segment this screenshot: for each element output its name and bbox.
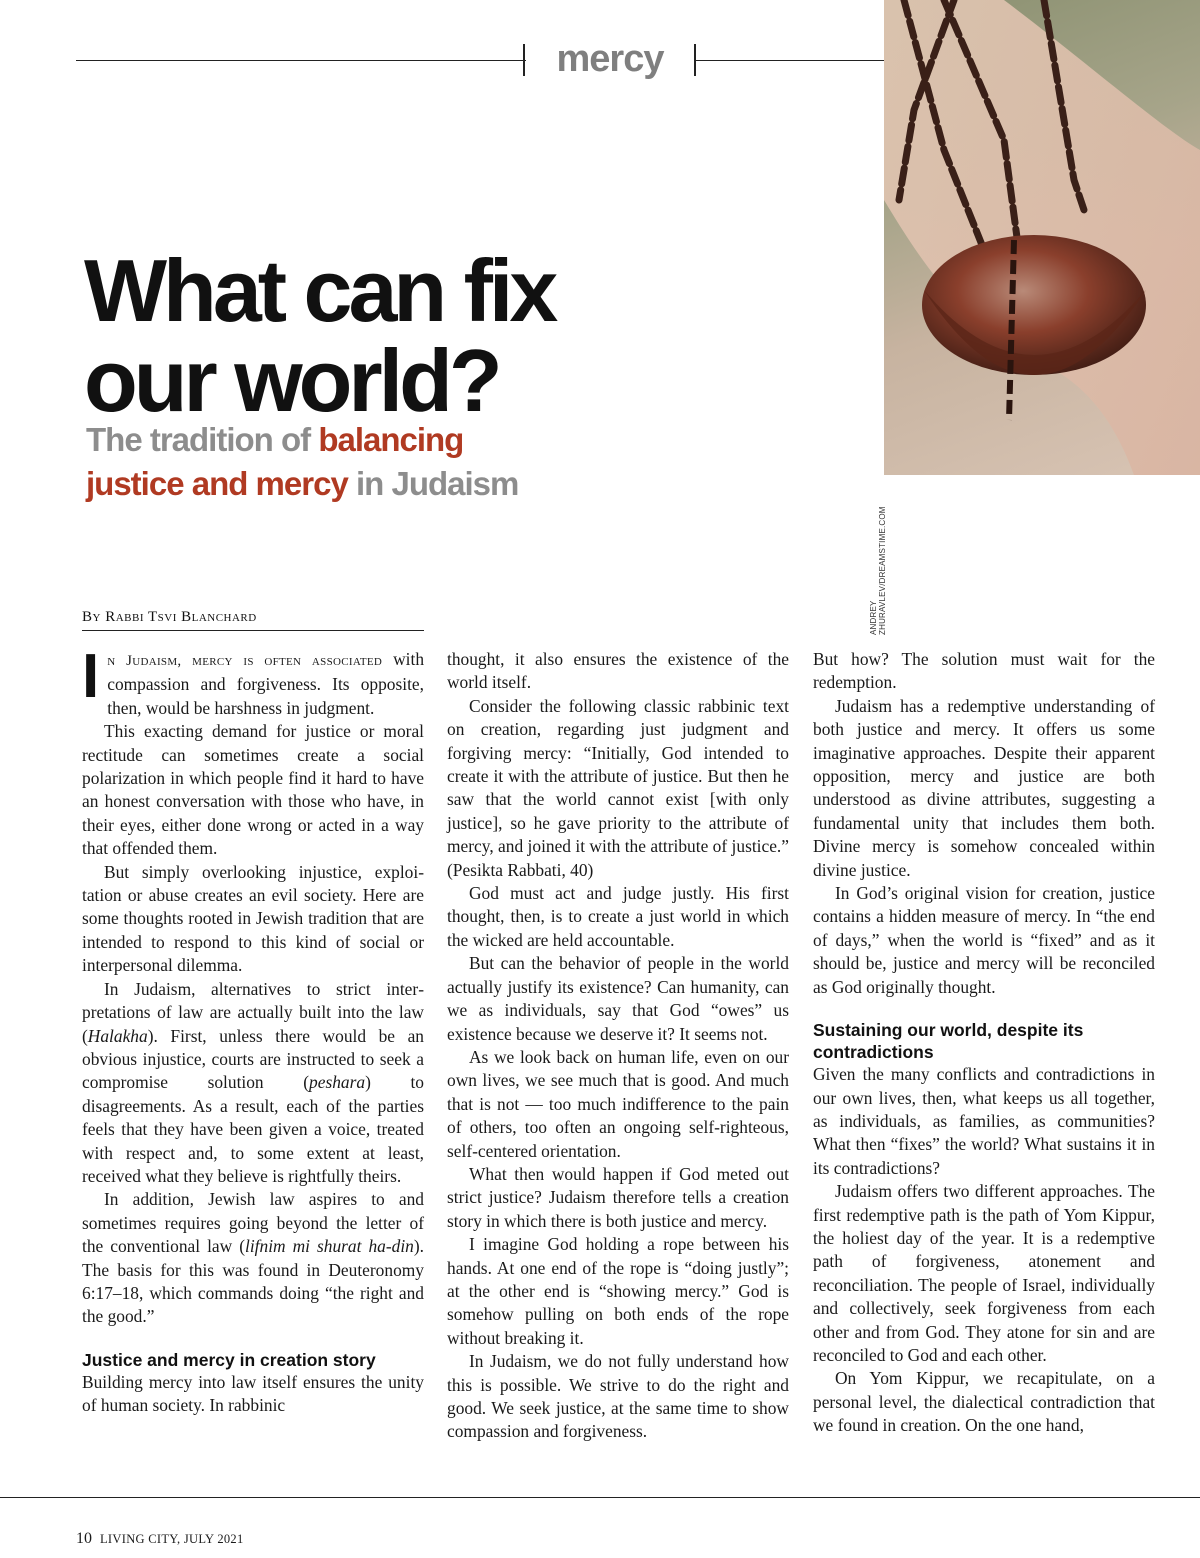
paragraph bbox=[82, 1188, 424, 1328]
article-column-3 bbox=[813, 648, 1155, 1438]
paragraph: thought, it also ensures the existence of the world itself. bbox=[447, 649, 789, 693]
paragraph: But simply overlooking injustice, exploitation or abuse creates an evil society. Here are some thoughts rooted in Jewish tradition that are intended to respond to this kind of social or interpersonal dilemma. bbox=[82, 861, 424, 976]
paragraph bbox=[82, 642, 425, 720]
paragraph: Judaism offers two different approaches. The first redemptive path is the path of Yom Kippur, the holiest day of the year. It is a redemptive path of forgiveness, atonement and reconciliation. The people of Israel, individually and collectively, seek forgiveness from each other and from God. They atone for sin and are reconciled to God and each other. bbox=[813, 1181, 1155, 1365]
paragraph-text: ). First, unless there would be an obvious injustice, courts are instructed to seek a compromise solution ( bbox=[82, 1025, 424, 1093]
byline-rule bbox=[82, 630, 424, 631]
italic-term: peshara bbox=[309, 1072, 366, 1093]
paragraph-text: with compassion and forgiveness. Its opposite, then, would be harshness in judgment. bbox=[107, 649, 425, 718]
paragraph: Judaism has a redemptive understanding of both justice and mercy. It offers us some imaginative approaches. Despite their apparent opposition, mercy and justice are both understood as divine attributes, suggesting a fundamental unity that includes them both. Divine mercy is somehow concealed within divine justice. bbox=[813, 695, 1155, 880]
paragraph: Given the many conflicts and contradictions in our own lives, then, what keeps us all together, as individuals, as families, as communities? What then “fixes” the world? What sustains it in its contradictions? bbox=[813, 1064, 1155, 1178]
section-heading: Justice and mercy in creation story bbox=[82, 1349, 376, 1370]
page-footer bbox=[76, 1530, 244, 1548]
drop-cap: I bbox=[82, 642, 100, 711]
footer-rule bbox=[0, 1497, 1200, 1498]
section-rule-left bbox=[76, 60, 526, 61]
subhead-part-2: in Judaism bbox=[347, 465, 519, 502]
paragraph: In God’s original vision for creation, justice contains a hidden measure of mercy. In “the end of days,” when the world is “fixed” and as it should be, justice and mercy will be reconciled as God originally thought. bbox=[813, 883, 1155, 997]
paragraph bbox=[82, 978, 424, 1189]
paragraph-text: ) to disagreements. As a result, each of the parties feels that they have been given a voice, treated with respect and, to some extent at least, received what they believe is rightfully theirs. bbox=[82, 1072, 425, 1186]
lead-in: n Judaism, mercy is often associated bbox=[107, 653, 383, 669]
headline-line-1: What can fix bbox=[84, 241, 555, 340]
paragraph: Building mercy into law itself ensures the unity of human society. In rabbinic bbox=[82, 1371, 424, 1416]
paragraph: But how? The solution must wait for the redemption. bbox=[813, 649, 1155, 693]
paragraph-text: In Judaism, alternatives to strict interpretations of law are actually built into the law ( bbox=[82, 978, 424, 1046]
section-rule-right bbox=[695, 60, 885, 61]
article-column-1 bbox=[82, 642, 425, 1418]
headline bbox=[84, 241, 784, 430]
italic-term: Halakha bbox=[87, 1025, 148, 1046]
headline-line-2: our world? bbox=[84, 331, 499, 430]
paragraph: As we look back on human life, even on our own lives, we see much that is good. And much that is not — too much indifference to the pain of others, too often an ongoing self-righteous, self-centered orientation. bbox=[447, 1046, 789, 1161]
paragraph: In Judaism, we do not fully understand how this is possible. We strive to do the right and good. We seek justice, at the same time to show compassion and forgiveness. bbox=[447, 1351, 789, 1442]
paragraph-text: In addition, Jewish law aspires to and sometimes requires going beyond the letter of the conventional law ( bbox=[82, 1189, 424, 1257]
scale-pan-illustration bbox=[884, 0, 1200, 475]
subheadline bbox=[86, 418, 646, 506]
byline: By Rabbi Tsvi Blanchard bbox=[82, 609, 257, 625]
publication-name: LIVING CITY, JULY 2021 bbox=[100, 1532, 244, 1546]
section-label: mercy bbox=[556, 38, 664, 80]
paragraph: On Yom Kippur, we recapitulate, on a personal level, the dialectical contradiction that we found in creation. On the one hand, bbox=[813, 1368, 1155, 1436]
paragraph: I imagine God holding a rope between his hands. At one end of the rope is “doing justly”; at the other end is “showing mercy.” God is somehow pulling on both ends of the rope without breaking it. bbox=[447, 1234, 789, 1348]
photo-credit: ANDREY ZHURAVLEV/DREAMSTIME.COM bbox=[869, 506, 887, 635]
paragraph: This exacting demand for justice or moral rectitude can sometimes create a social polarization in which people find it hard to have an honest conversation with those who have, in their eyes, either done wrong or acted in a way that offended them. bbox=[82, 721, 424, 859]
subhead-highlight-2: justice and mercy bbox=[86, 465, 348, 502]
paragraph: But can the behavior of people in the world actually justify its existence? Can humanity, can we as individuals, say that God “owes” us existence because we deserve it? It seems not. bbox=[447, 953, 789, 1044]
scales-photo bbox=[884, 0, 1200, 475]
paragraph-text: ). The basis for this was found in Deuteronomy 6:17–18, which commands doing “the right and the good.” bbox=[82, 1236, 424, 1327]
section-rule-tick-left bbox=[523, 44, 525, 76]
section-heading: Sustaining our world, despite its contradictions bbox=[813, 1020, 1084, 1063]
subhead-highlight-1: balancing bbox=[318, 421, 464, 458]
article-column-2 bbox=[447, 648, 789, 1444]
italic-term: lifnim mi shurat ha-din bbox=[245, 1236, 414, 1257]
paragraph: Consider the following classic rabbinic text on creation, regarding just judgment and forgiving mercy: “Initially, God intended to create it with the attribute of justice. But then he saw that the world cannot exist [with only justice], so he gave priority to the attribute of mercy, and joined it with the attribute of justice.” (Pesikta Rabbati, 40) bbox=[447, 695, 789, 880]
page-number: 10 bbox=[76, 1530, 92, 1547]
paragraph: What then would happen if God meted out strict justice? Judaism therefore tells a creation story in which there is both justice and mercy. bbox=[447, 1163, 789, 1231]
paragraph: God must act and judge justly. His first thought, then, is to create a just world in which the wicked are held accountable. bbox=[447, 883, 789, 950]
subhead-part-1: The tradition of bbox=[86, 421, 319, 458]
